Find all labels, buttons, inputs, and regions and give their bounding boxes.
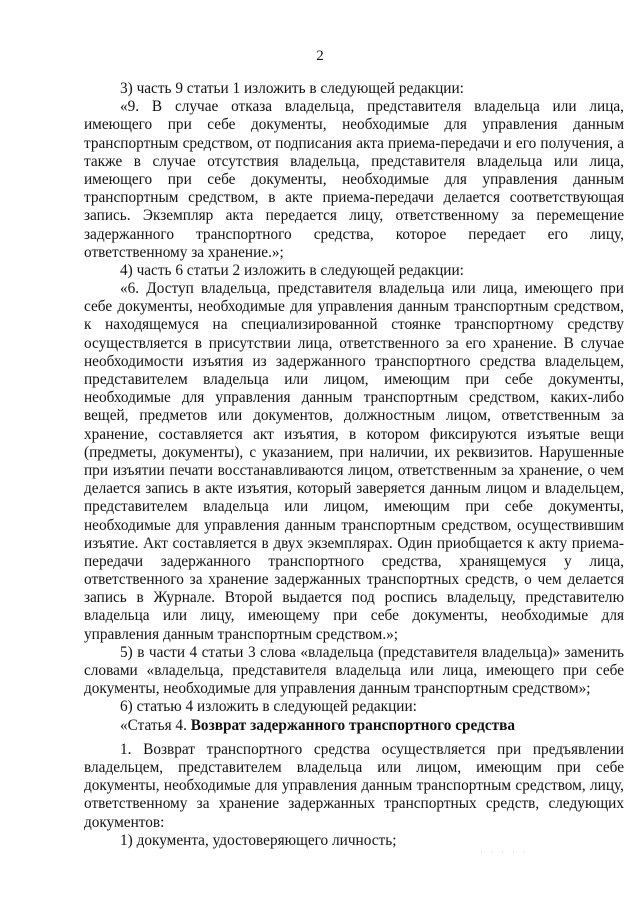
text-line: 4) часть 6 статьи 2 изложить в следующей редакции: bbox=[120, 261, 464, 279]
text-line: осуществляется в присутствии лица, ответственного за его хранение. В случае bbox=[84, 334, 624, 352]
text-line: документы, необходимые для управления данным транспортным средством, лицу, bbox=[84, 777, 624, 795]
text-line: транспортным средством, в акте приема-передачи делается соответствующая bbox=[84, 189, 624, 207]
text-line: представителем владельца или лицом, имеющим при себе документы, bbox=[84, 498, 624, 516]
article-heading bbox=[84, 717, 624, 735]
article-heading-title: Возврат задержанного транспортного средства bbox=[190, 716, 516, 734]
text-line: представителем владельца или лицом, имеющим при себе документы, bbox=[84, 371, 624, 388]
text-line: словами «владельца, представителя владельца или лица, имеющего при себе bbox=[84, 662, 624, 679]
text-line: запись в Журнале. Второй выдается под роспись владельцу, представителю bbox=[84, 589, 624, 607]
text-line: ответственному за хранение.»; bbox=[84, 243, 284, 261]
scan-specks: · · · · · bbox=[480, 848, 529, 857]
text-line: изъятие. Акт составляется в двух экземплярах. Один приобщается к акту приема- bbox=[84, 534, 624, 552]
text-line: 5) в части 4 статьи 3 слова «владельца (представителя владельца)» заменить bbox=[120, 643, 624, 661]
text-line: задержанного транспортного средства, которое передает его лицу, bbox=[84, 225, 624, 243]
text-line: транспортным средством, от подписания акта приема-передачи и его получения, а bbox=[84, 134, 624, 152]
text-line: владельца или лицу, имеющему при себе документы, необходимые для bbox=[84, 607, 624, 625]
text-line: ответственного за хранение задержанных транспортных средств, о чем делается bbox=[84, 571, 624, 589]
text-line: документы, необходимые для управления данным транспортным средством»; bbox=[84, 680, 591, 698]
text-line: к находящемуся на специализированной стоянке транспортному средству bbox=[84, 316, 624, 334]
text-line: хранение, составляется акт изъятия, в котором фиксируются изъятые вещи bbox=[84, 425, 624, 443]
text-line: делается запись в акте изъятия, который заверяется данным лицом и владельцем, bbox=[84, 480, 624, 498]
text-line: «9. В случае отказа владельца, представителя владельца или лица, bbox=[120, 98, 624, 116]
text-line: при изъятии печати восстанавливаются лицом, ответственным за хранение, о чем bbox=[84, 461, 624, 479]
text-line: необходимости изъятия из задержанного транспортного средства владельцем, bbox=[84, 352, 624, 370]
text-line: имеющего при себе документы, необходимые для управления данным bbox=[84, 170, 624, 188]
text-line: 1) документа, удостоверяющего личность; bbox=[120, 831, 397, 849]
text-line: вещей, предметов или документов, должностным лицом, ответственным за bbox=[84, 407, 624, 425]
article-heading-prefix: «Статья 4. bbox=[120, 716, 191, 734]
text-line: необходимые для управления данным транспортным средством, каких-либо bbox=[84, 389, 624, 407]
text-line: запись. Экземпляр акта передается лицу, ответственному за перемещение bbox=[84, 207, 624, 225]
text-line: также в случае отсутствия владельца, представителя владельца или лица, bbox=[84, 152, 624, 170]
text-line: «6. Доступ владельца, представителя владельца или лица, имеющего при bbox=[120, 280, 624, 298]
text-line: ответственному за хранение задержанных транспортных средств, следующих bbox=[84, 795, 624, 813]
text-line: 1. Возврат транспортного средства осуществляется при предъявлении bbox=[120, 740, 624, 758]
text-line: (предметы, документы), с указанием, при наличии, их реквизитов. Нарушенные bbox=[84, 443, 624, 461]
page-number: 2 bbox=[316, 48, 324, 64]
text-line: владельцем, представителем владельца или лицом, имеющим при себе bbox=[84, 758, 624, 776]
text-line: имеющего при себе документы, необходимые для управления данным bbox=[84, 116, 624, 134]
text-block-amendments bbox=[84, 80, 624, 717]
text-line: управления данным транспортным средством.»; bbox=[84, 625, 399, 643]
text-line: 3) часть 9 статьи 1 изложить в следующей редакции: bbox=[120, 80, 464, 97]
text-block-article-4 bbox=[84, 741, 624, 850]
text-line: передачи задержанного транспортного средства, хранящемуся у лица, bbox=[84, 552, 624, 570]
text-line: себе документы, необходимые для управления данным транспортным средством, bbox=[84, 298, 624, 316]
text-line: документов: bbox=[84, 813, 165, 831]
document-body bbox=[84, 80, 624, 850]
text-line: 6) статью 4 изложить в следующей редакции: bbox=[120, 698, 417, 716]
text-line: необходимые для управления данным транспортным средством, осуществившим bbox=[84, 516, 624, 534]
